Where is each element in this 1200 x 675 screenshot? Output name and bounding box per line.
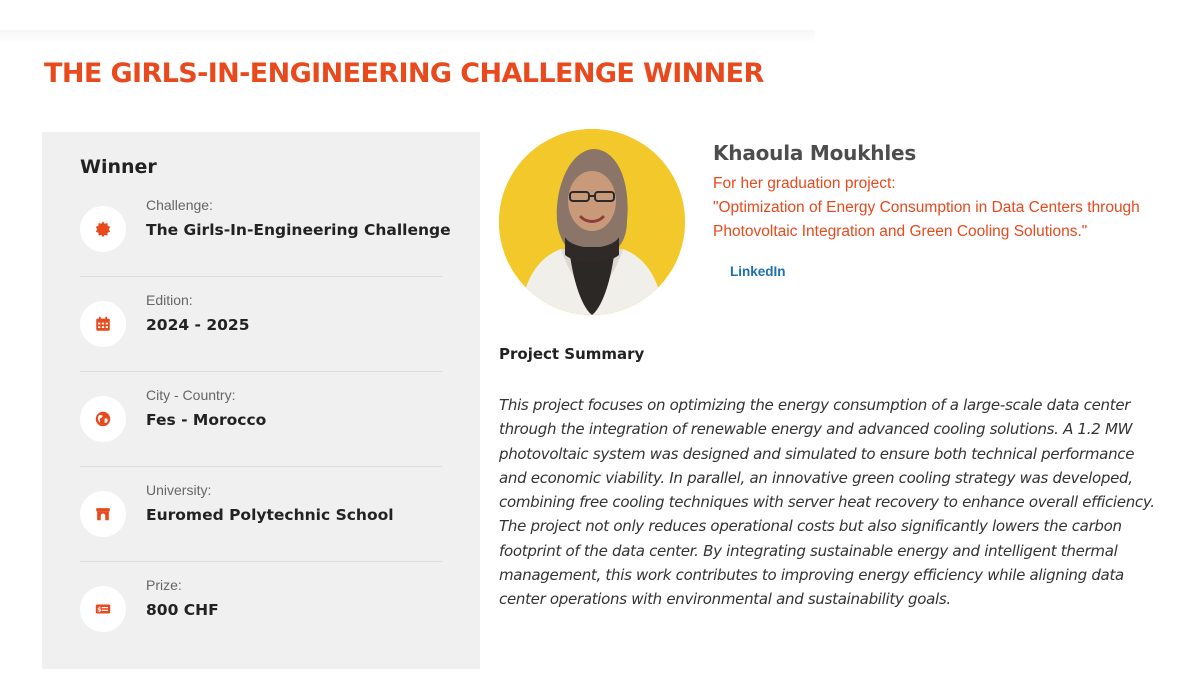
summary-text: This project focuses on optimizing the energy consumption of a large-scale data center through the integration of renewable energy and advanced cooling solutions. A 1.2 MW photovoltaic system was designed and simulated to ensure both technical performance and economic viability. In parallel, an innovative green cooling strategy was developed, combining free cooling techniques with server heat recovery to enhance overall efficiency. The project not only reduces operational costs but also significantly lowers the carbon footprint of the data center. By integrating sustainable energy and intelligent thermal management, this work contributes to improving energy efficiency while aligning data center operations with environmental and sustainability goals. — [499, 396, 1155, 609]
info-label: Prize: — [146, 577, 182, 593]
project-title-line-2: Photovoltaic Integration and Green Cooling Solutions." — [713, 223, 1088, 240]
info-value: 2024 - 2025 — [146, 316, 250, 334]
info-label: Edition: — [146, 292, 193, 308]
page-title: THE GIRLS-IN-ENGINEERING CHALLENGE WINNER — [44, 58, 764, 89]
panel-heading: Winner — [80, 156, 157, 178]
info-value: 800 CHF — [146, 601, 219, 619]
summary-heading: Project Summary — [499, 345, 645, 363]
badge-icon — [80, 206, 126, 252]
header-strip — [0, 30, 815, 44]
info-label: City - Country: — [146, 387, 236, 403]
info-value: The Girls-In-Engineering Challenge — [146, 221, 451, 239]
winner-name: Khaoula Moukhles — [713, 141, 917, 165]
project-title-line-1: "Optimization of Energy Consumption in Data Centers through — [713, 199, 1140, 216]
info-value: Euromed Polytechnic School — [146, 506, 394, 524]
project-intro: For her graduation project: — [713, 175, 896, 192]
university-icon — [80, 491, 126, 537]
info-row-edition — [80, 277, 442, 372]
info-label: University: — [146, 482, 212, 498]
svg-text:$: $ — [97, 607, 102, 614]
winner-photo — [499, 129, 685, 315]
calendar-icon — [80, 301, 126, 347]
info-row-city-country — [80, 372, 442, 467]
info-row-university — [80, 467, 442, 562]
info-row-challenge — [80, 182, 451, 277]
globe-icon — [80, 396, 126, 442]
winner-info-panel — [42, 132, 480, 669]
info-value: Fes - Morocco — [146, 411, 267, 429]
linkedin-link[interactable]: LinkedIn — [730, 264, 786, 279]
money-icon — [80, 586, 126, 632]
info-label: Challenge: — [146, 197, 213, 213]
info-row-prize — [80, 562, 442, 657]
